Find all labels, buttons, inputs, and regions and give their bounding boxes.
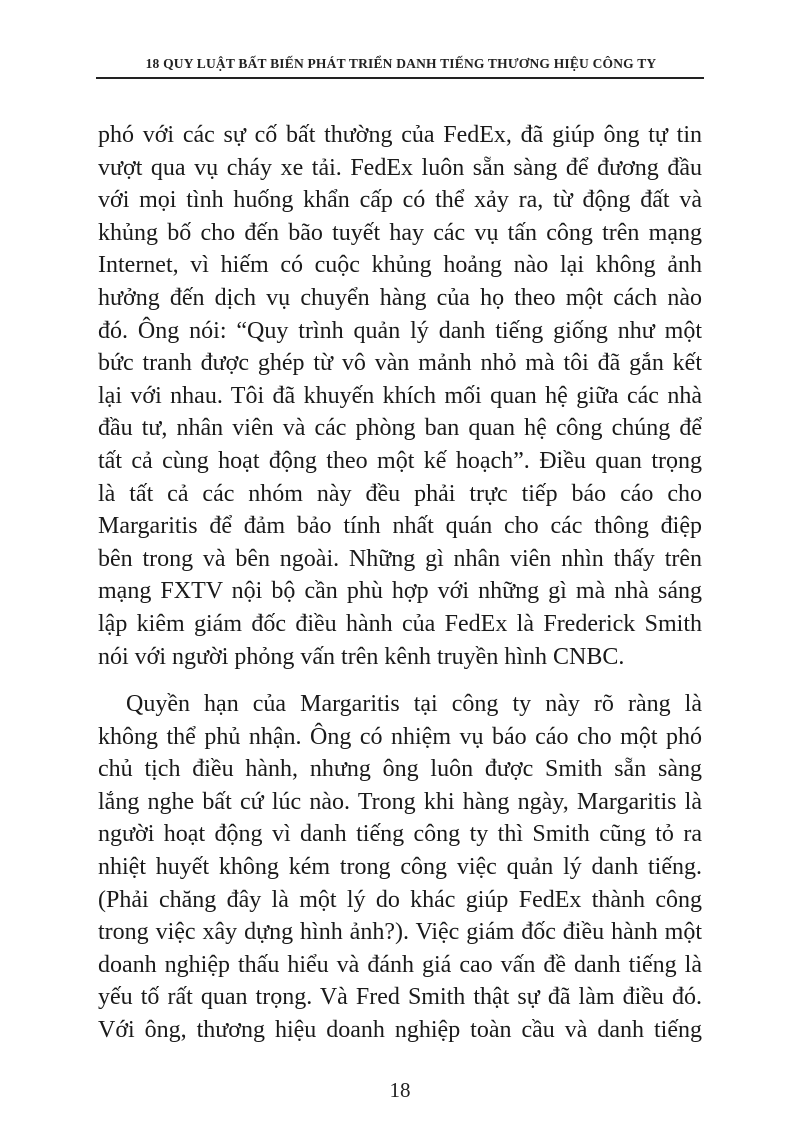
text-line: tất cả cùng hoạt động theo một kế hoạch”. Điều quan trọng <box>98 447 702 474</box>
text-line: lập kiêm giám đốc điều hành của FedEx là Frederick Smith <box>98 610 702 637</box>
text-line: hưởng đến dịch vụ chuyển hàng của họ theo một cách nào <box>98 284 702 311</box>
text-line: Margaritis để đảm bảo tính nhất quán cho các thông điệp <box>98 513 702 540</box>
text-line: với mọi tình huống khẩn cấp có thể xảy ra, từ động đất và <box>98 187 702 214</box>
text-line: trong việc xây dựng hình ảnh?). Việc giám đốc điều hành một <box>98 919 702 946</box>
text-line: lắng nghe bất cứ lúc nào. Trong khi hàng ngày, Margaritis là <box>98 788 702 815</box>
text-line: phó với các sự cố bất thường của FedEx, đã giúp ông tự tin <box>98 122 702 148</box>
text-line: không thể phủ nhận. Ông có nhiệm vụ báo cáo cho một phó <box>98 723 702 750</box>
text-line: yếu tố rất quan trọng. Và Fred Smith thật sự đã làm điều đó. <box>98 984 702 1011</box>
text-line: đó. Ông nói: “Quy trình quản lý danh tiếng giống như một <box>98 317 702 344</box>
page-number: 18 <box>389 1078 411 1102</box>
text-line: vượt qua vụ cháy xe tải. FedEx luôn sẵn sàng để đương đầu <box>98 154 702 181</box>
text-line: doanh nghiệp thấu hiểu và đánh giá cao vấn đề danh tiếng là <box>98 951 702 978</box>
header-rule <box>96 77 704 79</box>
running-header: 18 QUY LUẬT BẤT BIẾN PHÁT TRIỂN DANH TIẾNG THƯƠNG HIỆU CÔNG TY <box>145 56 657 71</box>
text-line: bức tranh được ghép từ vô vàn mảnh nhỏ mà tôi đã gắn kết <box>98 350 702 377</box>
text-line: người hoạt động vì danh tiếng công ty thì Smith cũng tỏ ra <box>98 821 702 848</box>
text-line: khủng bố cho đến bão tuyết hay các vụ tấn công trên mạng <box>98 219 702 246</box>
paragraph-1 <box>98 119 702 673</box>
paragraph-2 <box>98 688 702 1047</box>
text-line: Với ông, thương hiệu doanh nghiệp toàn cầu và danh tiếng <box>98 1017 702 1044</box>
body-text <box>98 119 702 1047</box>
text-line: đầu tư, nhân viên và các phòng ban quan hệ công chúng để <box>98 415 702 442</box>
text-line: nhiệt huyết không kém trong công việc quản lý danh tiếng. <box>98 854 702 881</box>
text-line: Internet, vì hiếm có cuộc khủng hoảng nào lại không ảnh <box>98 252 702 279</box>
text-line: bên trong và bên ngoài. Những gì nhân viên nhìn thấy trên <box>98 545 702 572</box>
text-line: nói với người phỏng vấn trên kênh truyền hình CNBC. <box>98 643 625 670</box>
text-line: là tất cả các nhóm này đều phải trực tiếp báo cáo cho <box>98 480 702 507</box>
text-line: lại với nhau. Tôi đã khuyến khích mối quan hệ giữa các nhà <box>98 382 702 409</box>
text-line: mạng FXTV nội bộ cần phù hợp với những gì mà nhà sáng <box>98 578 702 605</box>
text-line: (Phải chăng đây là một lý do khác giúp FedEx thành công <box>98 886 702 913</box>
text-line: chủ tịch điều hành, nhưng ông luôn được Smith sẵn sàng <box>98 756 702 783</box>
text-line: Quyền hạn của Margaritis tại công ty này rõ ràng là <box>126 691 702 718</box>
